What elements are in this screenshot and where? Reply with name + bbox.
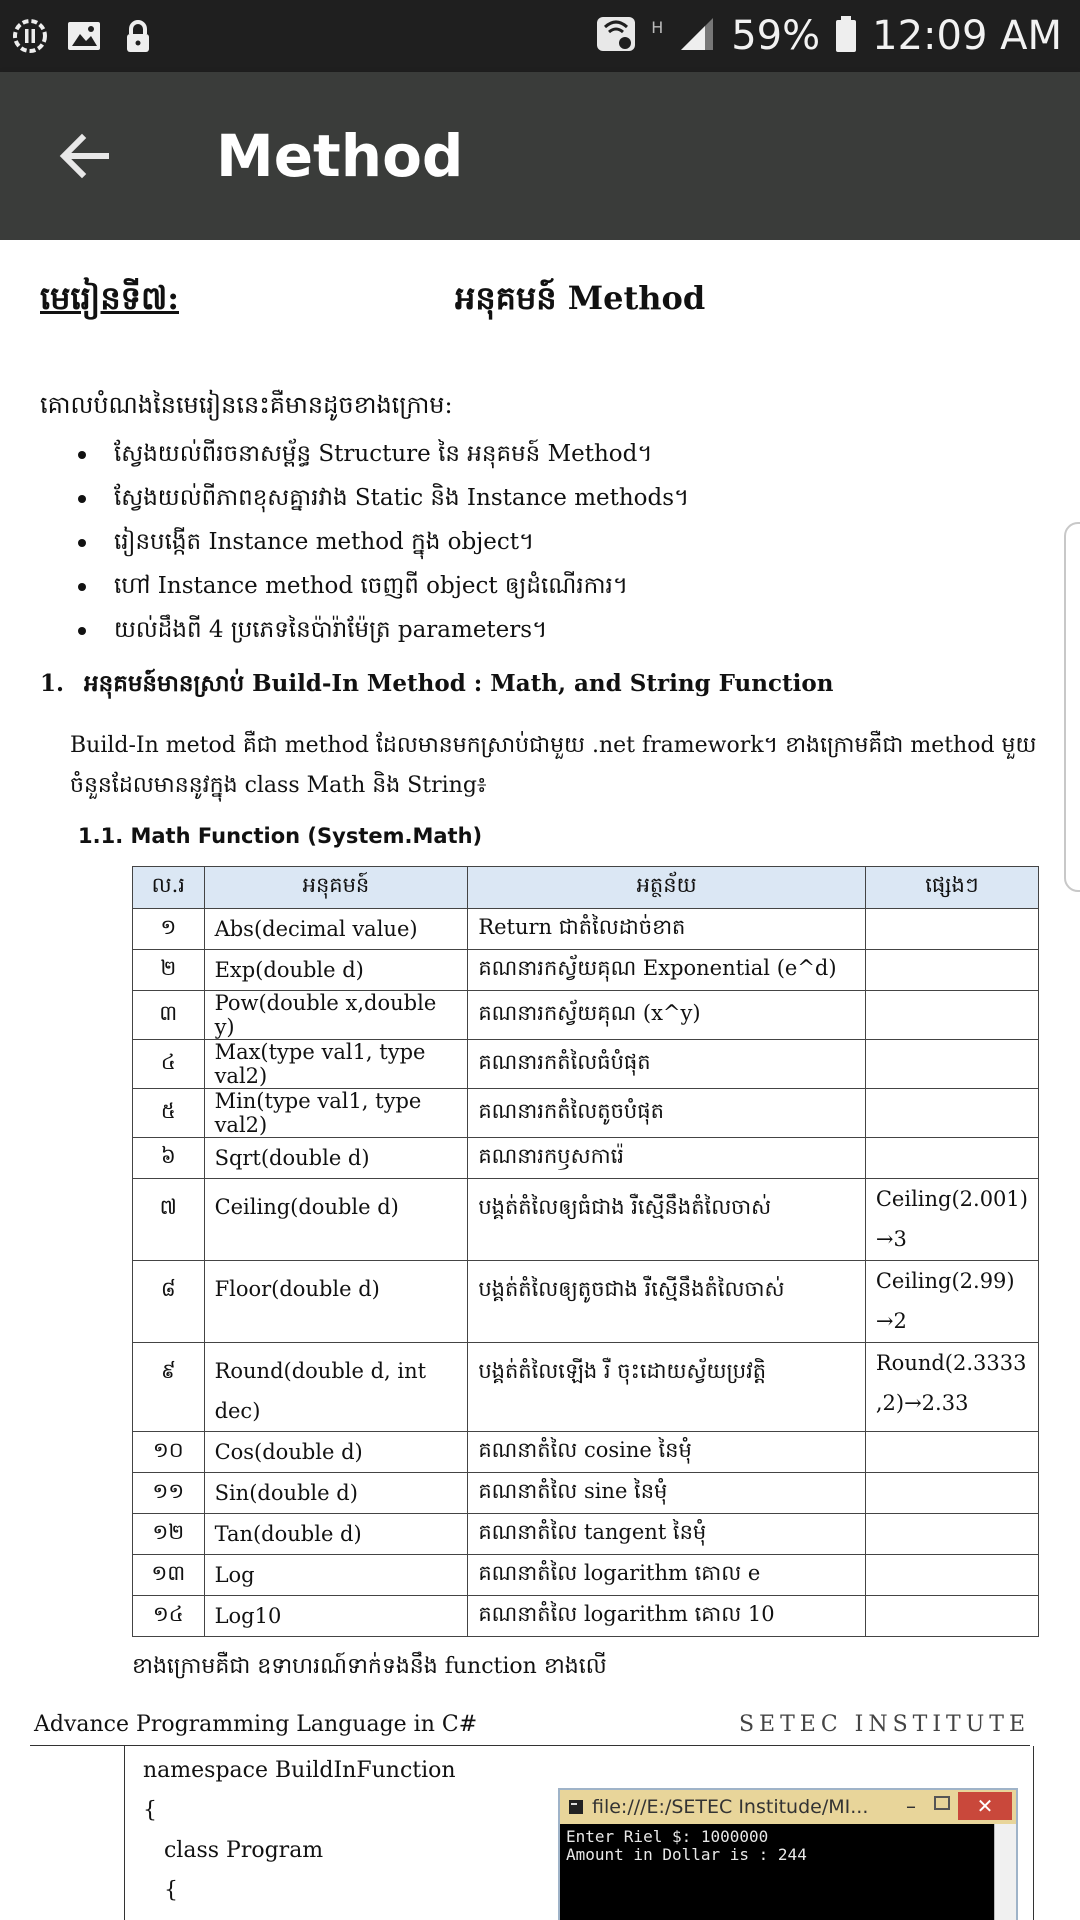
other-cell: Round(2.3333 ,2)→2.33	[865, 1343, 1038, 1432]
other-cell	[865, 1089, 1038, 1138]
section-number: 1.	[40, 670, 65, 697]
function-cell: Log10	[204, 1596, 468, 1637]
console-line: Amount in Dollar is : 244	[566, 1845, 807, 1864]
other-cell	[865, 950, 1038, 991]
console-output	[560, 1824, 1016, 1868]
table-row	[133, 950, 1039, 991]
meaning-cell: បង្គត់តំលៃឲ្យធំជាង រឺស្មើនឹងតំលៃចាស់	[468, 1179, 866, 1261]
section-paragraph: Build-In metod គឺជា method ដែលមានមកស្រាប់ជាមួយ .net framework។ ខាងក្រោមគឺជា method មួយចំនួនដែលមាននូវក្នុង class Math និង String៖	[70, 733, 1037, 798]
page-footer	[30, 1710, 1030, 1746]
meaning-cell: បង្គត់តំលៃឡើង រឺ ចុះដោយស្វ័យប្រវត្តិ	[468, 1343, 866, 1432]
edge-scroll-handle[interactable]	[1064, 522, 1080, 892]
row-number-cell: ៧	[133, 1179, 205, 1261]
math-functions-table	[132, 866, 1039, 1637]
function-cell: Sin(double d)	[204, 1473, 468, 1514]
app-bar	[0, 72, 1080, 240]
table-body	[133, 909, 1039, 1637]
other-cell	[865, 909, 1038, 950]
meaning-cell: គណនាតំលៃ logarithm គោល e	[468, 1555, 866, 1596]
console-line: Enter Riel $: 1000000	[566, 1827, 769, 1846]
back-arrow-icon	[56, 128, 112, 184]
other-cell	[865, 991, 1038, 1040]
other-cell: Ceiling(2.001) →3	[865, 1179, 1038, 1261]
back-button[interactable]	[48, 120, 120, 192]
table-row	[133, 1432, 1039, 1473]
lock-icon	[118, 16, 158, 56]
column-header: អនុគមន៍	[204, 867, 468, 909]
battery-icon	[834, 14, 858, 58]
meaning-cell: គណនារកតំលៃធំបំផុត	[468, 1040, 866, 1089]
column-header: អត្ថន័យ	[468, 867, 866, 909]
row-number-cell: ១៣	[133, 1555, 205, 1596]
row-number-cell: ១០	[133, 1432, 205, 1473]
example-intro: ខាងក្រោមគឺជា ឧទាហរណ៍ទាក់ទងនឹង function ខាងលើ	[132, 1654, 607, 1679]
lesson-title: អនុគមន៍ Method	[455, 279, 706, 317]
meaning-cell: គណនារកស្វ័យគុណ Exponential (e^d)	[468, 950, 866, 991]
table-row	[133, 1089, 1039, 1138]
objectives-list	[78, 432, 689, 652]
objective-item: ស្វែងយល់ពីរចនាសម្ព័ន្ធ Structure នៃ អនុគមន៍ Method។	[78, 432, 689, 476]
console-scrollbar	[994, 1824, 1016, 1920]
meaning-cell: គណនារកស្វ័យគុណ (x^y)	[468, 991, 866, 1040]
table-row	[133, 991, 1039, 1040]
function-cell: Floor(double d)	[204, 1261, 468, 1343]
close-icon: ✕	[958, 1792, 1012, 1820]
row-number-cell: ១១	[133, 1473, 205, 1514]
subsection-heading: 1.1. Math Function (System.Math)	[78, 824, 483, 848]
row-number-cell: ៨	[133, 1261, 205, 1343]
function-cell: Abs(decimal value)	[204, 909, 468, 950]
column-header: ផ្សេងៗ	[865, 867, 1038, 909]
other-cell	[865, 1473, 1038, 1514]
lesson-number: មេរៀនទី៧:	[40, 279, 179, 317]
function-cell: Tan(double d)	[204, 1514, 468, 1555]
table-row	[133, 1555, 1039, 1596]
row-number-cell: ១	[133, 909, 205, 950]
other-cell	[865, 1040, 1038, 1089]
battery-percent: 59%	[731, 13, 821, 59]
table-row	[133, 909, 1039, 950]
other-cell: Ceiling(2.99) →2	[865, 1261, 1038, 1343]
document-view[interactable]	[0, 240, 1080, 1920]
function-cell: Max(type val1, type val2)	[204, 1040, 468, 1089]
course-name: Advance Programming Language in C#	[34, 1712, 478, 1737]
meaning-cell: គណនាតំលៃ tangent នៃមុំ	[468, 1514, 866, 1555]
objective-item: យល់ដឹងពី 4 ប្រភេទនៃប៉ារ៉ាម៉ែត្រ parameters។	[78, 608, 689, 652]
function-cell: Log	[204, 1555, 468, 1596]
console-title: file:///E:/SETEC Institude/MI...	[592, 1796, 869, 1818]
row-number-cell: ៦	[133, 1138, 205, 1179]
meaning-cell: គណនារកឫសការ៉េ	[468, 1138, 866, 1179]
row-number-cell: ១២	[133, 1514, 205, 1555]
meaning-cell: បង្គត់តំលៃឲ្យតូចជាង រឺស្មើនឹងតំលៃចាស់	[468, 1261, 866, 1343]
code-line: namespace BuildInFunction	[143, 1758, 456, 1783]
page-title: Method	[216, 122, 464, 190]
row-number-cell: ៥	[133, 1089, 205, 1138]
console-app-icon	[568, 1799, 584, 1815]
institute-name: SETEC INSTITUTE	[738, 1712, 1030, 1737]
console-window-screenshot	[558, 1788, 1018, 1920]
function-cell: Round(double d, int dec)	[204, 1343, 468, 1432]
other-cell	[865, 1596, 1038, 1637]
meaning-cell: គណនារកតំលៃតូចបំផុត	[468, 1089, 866, 1138]
function-cell: Exp(double d)	[204, 950, 468, 991]
table-row	[133, 1473, 1039, 1514]
row-number-cell: ២	[133, 950, 205, 991]
section-title: អនុគមន៍មានស្រាប់ Build-In Method : Math, and String Function	[84, 670, 834, 697]
table-header-row	[133, 867, 1039, 909]
signal-icon	[677, 14, 717, 58]
objective-item: ហៅ Instance method ចេញពី object ឲ្យដំណើរការ។	[78, 564, 689, 608]
minimize-icon: –	[906, 1794, 916, 1818]
row-number-cell: ១៤	[133, 1596, 205, 1637]
other-cell	[865, 1555, 1038, 1596]
table-row	[133, 1514, 1039, 1555]
code-line: {	[143, 1878, 178, 1903]
pause-circle-icon	[10, 16, 50, 56]
maximize-icon	[934, 1796, 950, 1810]
console-titlebar	[560, 1790, 1016, 1824]
objective-item: រៀនបង្កើត Instance method ក្នុង object។	[78, 520, 689, 564]
clock: 12:09 AM	[872, 13, 1062, 59]
row-number-cell: ៣	[133, 991, 205, 1040]
column-header: ល.រ	[133, 867, 205, 909]
table-row	[133, 1596, 1039, 1637]
table-row	[133, 1261, 1039, 1343]
section-heading	[40, 670, 833, 703]
function-cell: Cos(double d)	[204, 1432, 468, 1473]
status-bar	[0, 0, 1080, 72]
other-cell	[865, 1514, 1038, 1555]
table-row	[133, 1040, 1039, 1089]
image-icon	[64, 16, 104, 56]
code-line: {	[143, 1798, 157, 1823]
function-cell: Min(type val1, type val2)	[204, 1089, 468, 1138]
intro-text: គោលបំណងនៃមេរៀននេះគឺមានដូចខាងក្រោម:	[40, 391, 453, 419]
table-row	[133, 1179, 1039, 1261]
table-row	[133, 1138, 1039, 1179]
function-cell: Ceiling(double d)	[204, 1179, 468, 1261]
row-number-cell: ៤	[133, 1040, 205, 1089]
other-cell	[865, 1138, 1038, 1179]
meaning-cell: គណនាតំលៃ sine នៃមុំ	[468, 1473, 866, 1514]
function-cell: Sqrt(double d)	[204, 1138, 468, 1179]
meaning-cell: គណនាតំលៃ cosine នៃមុំ	[468, 1432, 866, 1473]
meaning-cell: Return ជាតំលៃដាច់ខាត	[468, 909, 866, 950]
function-cell: Pow(double x,double y)	[204, 991, 468, 1040]
wifi-call-icon	[595, 13, 637, 59]
meaning-cell: គណនាតំលៃ logarithm គោល 10	[468, 1596, 866, 1637]
code-line: class Program	[143, 1838, 324, 1863]
table-row	[133, 1343, 1039, 1432]
other-cell	[865, 1432, 1038, 1473]
network-type-label: H	[651, 17, 664, 37]
objective-item: ស្វែងយល់ពីភាពខុសគ្នារវាង Static និង Instance methods។	[78, 476, 689, 520]
status-right	[595, 8, 1062, 64]
row-number-cell: ៩	[133, 1343, 205, 1432]
